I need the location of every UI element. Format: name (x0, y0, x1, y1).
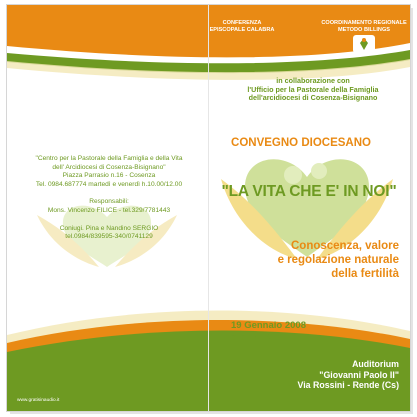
event-time: ore 16:00 (231, 331, 273, 343)
fold-line (208, 5, 209, 411)
billings-method-logo-icon (353, 35, 375, 53)
left-responsabile: Mons. Vincenzo FILICE - tel.329/7781443 (47, 206, 171, 214)
event-subtitle-line1: Conoscenza, valore (290, 240, 399, 252)
header-org-right (319, 20, 409, 34)
event-title: "LA VITA CHE E' IN NOI" (221, 183, 397, 200)
left-org-line2: dell' Arcidiocesi di Cosenza-Bisignano" (52, 163, 166, 171)
brochure-page (6, 4, 411, 412)
collaboration-line2: l'Ufficio per la Pastorale della Famiglia (247, 84, 379, 94)
header-org-left-line1: CONFERENZA (222, 20, 262, 26)
collaboration-block (225, 77, 401, 103)
event-venue-line1: Auditorium (352, 359, 399, 369)
left-responsabili-label: Responsabili: (89, 198, 129, 206)
event-subtitle (227, 239, 399, 281)
collaboration-line1: in collaborazione con (276, 76, 350, 85)
left-panel-info (21, 155, 197, 242)
event-venue-line3: Via Rossini - Rende (Cs) (297, 380, 399, 391)
event-venue-line2: "Giovanni Paolo II" (319, 369, 399, 380)
event-datetime (231, 320, 306, 343)
header-org-left (207, 20, 277, 34)
header-org-left-line2: EPISCOPALE CALABRA (209, 27, 275, 33)
left-coniugi-line2: tel.0984/839595-340/0741129 (65, 233, 153, 241)
left-coniugi-line1: Coniugi. Pina e Nandino SERGIO (59, 224, 159, 232)
event-subtitle-line2: e regolazione naturale (277, 254, 399, 266)
event-venue (257, 359, 399, 391)
left-phone: Tel. 0984.687774 martedì e venerdì h.10.00/12.00 (35, 180, 183, 188)
event-subtitle-line3: della fertilità (331, 268, 399, 280)
header-org-right-line2: METODO BILLINGS (337, 27, 391, 33)
event-kicker: CONVEGNO DIOCESANO (231, 137, 371, 149)
website-link[interactable]: www.gratisinaudio.it (17, 398, 60, 403)
event-date: 19 Gennaio 2008 (231, 320, 306, 331)
collaboration-line3: dell'arcidiocesi di Cosenza-Bisignano (248, 93, 378, 103)
left-address: Piazza Parrasio n.16 - Cosenza (62, 172, 156, 180)
header-org-right-line1: COORDINAMENTO REGIONALE (321, 20, 407, 26)
left-org-line1: "Centro per la Pastorale della Famiglia e della Vita (35, 155, 183, 162)
